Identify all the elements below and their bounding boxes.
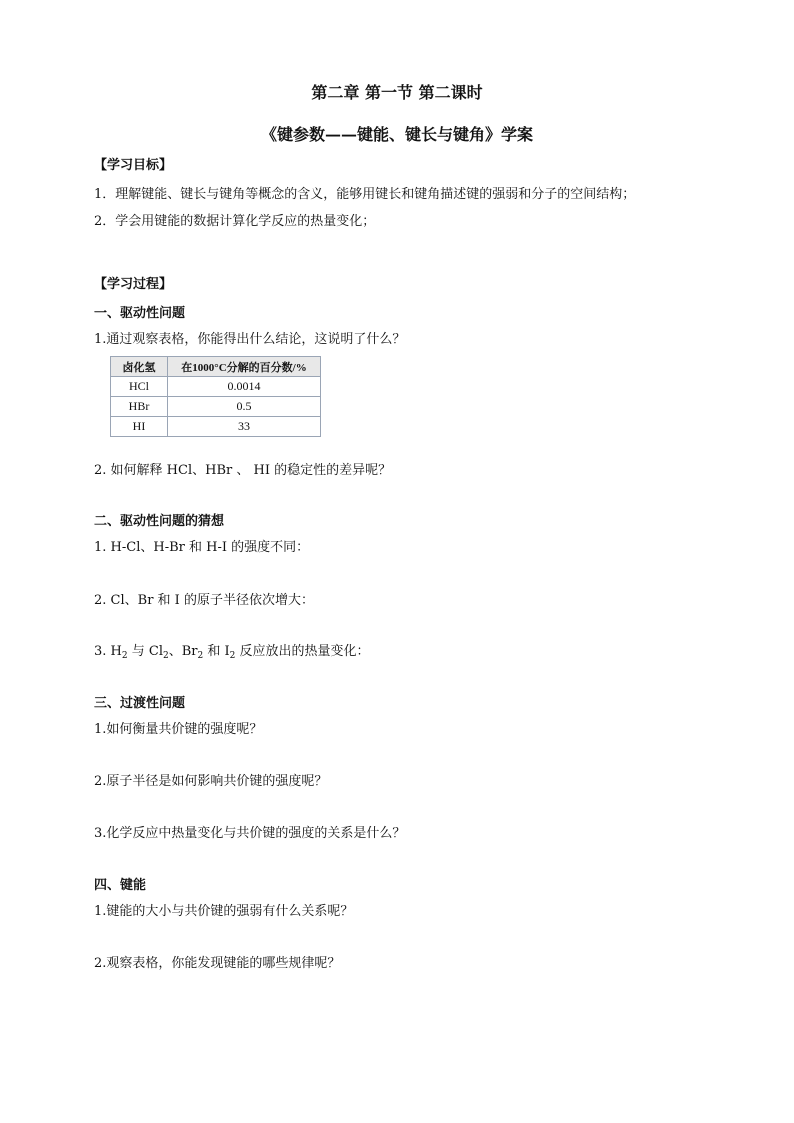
section4-question-1: 1.键能的大小与共价键的强弱有什么关系呢？ bbox=[94, 904, 354, 919]
table-cell: HCl bbox=[111, 377, 168, 397]
section3-question-1: 1.如何衡量共价键的强度呢？ bbox=[94, 722, 263, 737]
section1-question-1: 1.通过观察表格，你能得出什么结论，这说明了什么？ bbox=[94, 332, 406, 347]
chapter-title: 第二章 第一节 第二课时 bbox=[311, 83, 483, 102]
section3-question-3: 3.化学反应中热量变化与共价键的强度的关系是什么？ bbox=[94, 826, 406, 841]
section1-question-2: 2. 如何解释 HCl、HBr 、 HI 的稳定性的差异呢？ bbox=[94, 463, 392, 478]
section2-heading: 二、驱动性问题的猜想 bbox=[94, 514, 225, 529]
objective-item-2: 2．学会用键能的数据计算化学反应的热量变化； bbox=[94, 214, 376, 229]
table-header-cell: 在1000°C分解的百分数/% bbox=[168, 357, 321, 377]
decomposition-table bbox=[110, 356, 321, 437]
table-header-cell: 卤化氢 bbox=[111, 357, 168, 377]
table-row bbox=[111, 397, 321, 417]
section2-item-3: 3. $H_2$ 与 $Cl_2$、$Br_2$ 和 $I_2$ 反应放出的热量变化： bbox=[94, 644, 370, 661]
section3-heading: 三、过渡性问题 bbox=[94, 696, 186, 711]
section1-heading: 一、驱动性问题 bbox=[94, 306, 186, 321]
section4-question-2: 2.观察表格，你能发现键能的哪些规律呢？ bbox=[94, 956, 341, 971]
table-cell: 0.5 bbox=[168, 397, 321, 417]
section2-item-1: 1. H-Cl、H-Br 和 H-I 的强度不同： bbox=[94, 540, 310, 555]
table-cell: 0.0014 bbox=[168, 377, 321, 397]
process-heading: 【学习过程】 bbox=[94, 277, 173, 292]
table-row bbox=[111, 417, 321, 437]
table-cell: HBr bbox=[111, 397, 168, 417]
table-header-row bbox=[111, 357, 321, 377]
section4-heading: 四、键能 bbox=[94, 878, 147, 893]
table-row bbox=[111, 377, 321, 397]
objective-item-1: 1．理解键能、键长与键角等概念的含义，能够用键长和键角描述键的强弱和分子的空间结构； bbox=[94, 187, 636, 202]
lesson-title: 《键参数——键能、键长与键角》学案 bbox=[260, 125, 533, 144]
section2-item-2: 2. Cl、Br 和 I 的原子半径依次增大： bbox=[94, 593, 314, 608]
section3-question-2: 2.原子半径是如何影响共价键的强度呢？ bbox=[94, 774, 328, 789]
objectives-heading: 【学习目标】 bbox=[94, 158, 173, 173]
table-cell: HI bbox=[111, 417, 168, 437]
table-cell: 33 bbox=[168, 417, 321, 437]
